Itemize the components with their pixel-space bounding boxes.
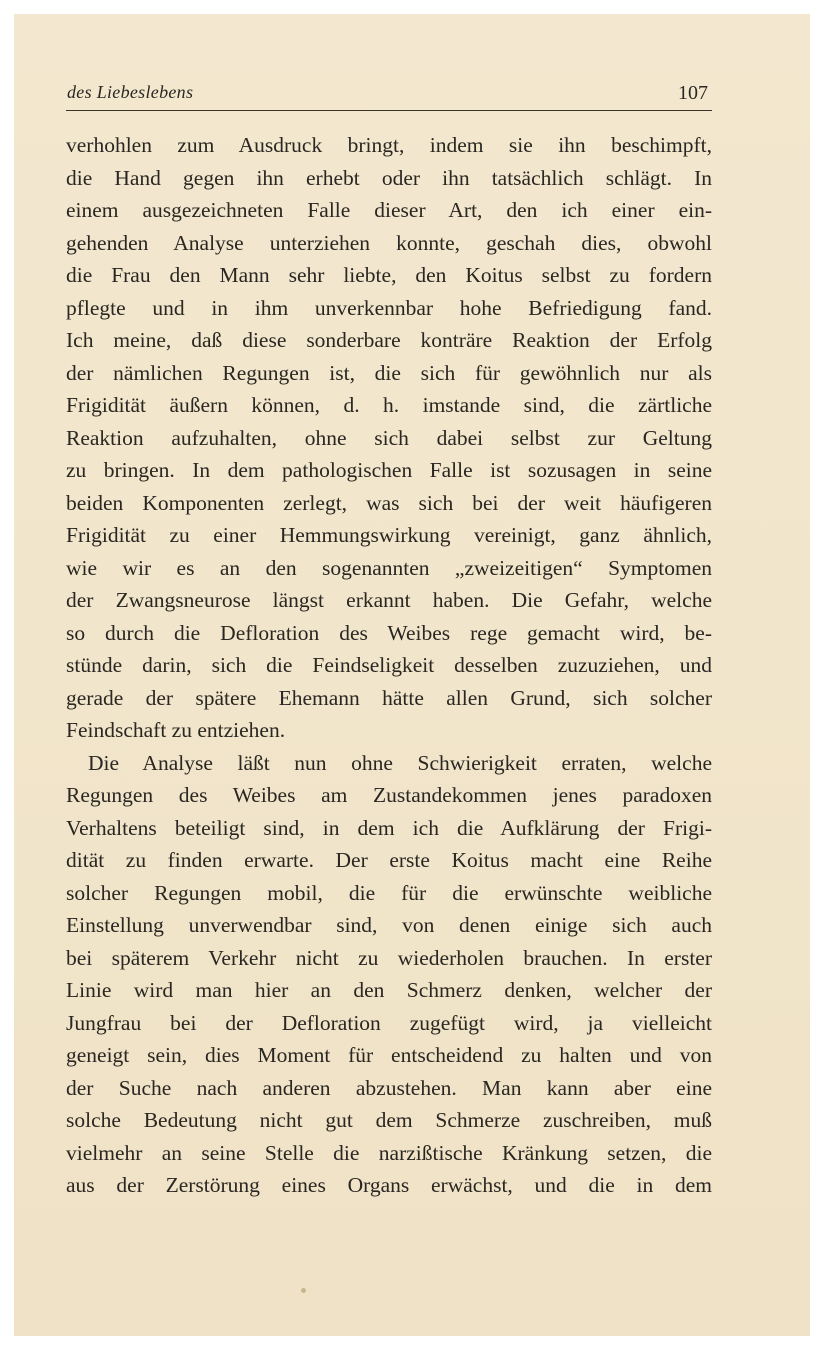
page-body	[66, 129, 712, 1202]
text-line: zu bringen. In dem pathologischen Falle ist sozusagen in seine	[66, 458, 712, 482]
text-line: vielmehr an seine Stelle die narzißtische Kränkung setzen, die	[66, 1140, 712, 1165]
text-line: die Frau den Mann sehr liebte, den Koitus selbst zu fordern	[66, 263, 712, 287]
text-line: pflegte und in ihm unverkennbar hohe Befriedigung fand.	[66, 295, 712, 320]
text-line: geneigt sein, dies Moment für entscheidend zu halten und von	[66, 1043, 712, 1067]
text-line: so durch die Defloration des Weibes rege gemacht wird, be-	[66, 620, 712, 645]
text-line: Linie wird man hier an den Schmerz denken, welcher der	[66, 978, 712, 1002]
page-number: 107	[678, 82, 708, 104]
text-line: stünde darin, sich die Feindseligkeit desselben zuzuziehen, und	[66, 653, 712, 677]
book-page	[14, 14, 810, 1336]
text-line: Verhaltens beteiligt sind, in dem ich die Aufklärung der Frigi-	[66, 815, 712, 840]
text-line: Regungen des Weibes am Zustandekommen jenes paradoxen	[66, 783, 712, 807]
text-line: Jungfrau bei der Defloration zugefügt wird, ja vielleicht	[66, 1010, 712, 1035]
text-line: beiden Komponenten zerlegt, was sich bei der weit häufigeren	[66, 490, 712, 515]
paragraph-start-line: Die Analyse läßt nun ohne Schwierigkeit erraten, welche	[88, 750, 712, 775]
text-line: Frigidität äußern können, d. h. imstande sind, die zärtliche	[66, 393, 712, 417]
text-line: dität zu finden erwarte. Der erste Koitus macht eine Reihe	[66, 848, 712, 872]
text-line: bei späterem Verkehr nicht zu wiederholen brauchen. In erster	[66, 945, 712, 970]
text-line: Reaktion aufzuhalten, ohne sich dabei selbst zur Geltung	[66, 425, 712, 450]
text-line: der Zwangsneurose längst erkannt haben. Die Gefahr, welche	[66, 588, 712, 612]
text-line: der nämlichen Regungen ist, die sich für gewöhnlich nur als	[66, 360, 712, 385]
running-header	[66, 76, 712, 111]
text-line: gerade der spätere Ehemann hätte allen Grund, sich solcher	[66, 685, 712, 710]
running-title: des Liebeslebens	[67, 82, 194, 102]
text-line: der Suche nach anderen abzustehen. Man kann aber eine	[66, 1075, 712, 1100]
text-line: Einstellung unverwendbar sind, von denen einige sich auch	[66, 913, 712, 937]
paper-spot	[301, 1288, 306, 1293]
text-line: solcher Regungen mobil, die für die erwünschte weibliche	[66, 880, 712, 905]
text-line: gehenden Analyse unterziehen konnte, geschah dies, obwohl	[66, 230, 712, 255]
text-line: die Hand gegen ihn erhebt oder ihn tatsächlich schlägt. In	[66, 165, 712, 190]
text-line: Ich meine, daß diese sonderbare konträre Reaktion der Erfolg	[66, 328, 712, 352]
text-line: Frigidität zu einer Hemmungswirkung vereinigt, ganz ähnlich,	[66, 523, 712, 547]
paragraph-end-line: Feindschaft zu entziehen.	[66, 718, 286, 742]
text-line: solche Bedeutung nicht gut dem Schmerze zuschreiben, muß	[66, 1108, 712, 1132]
text-line: wie wir es an den sogenannten „zweizeitigen“ Symptomen	[66, 555, 712, 580]
text-line: einem ausgezeichneten Falle dieser Art, den ich einer ein-	[66, 198, 712, 222]
text-line: verhohlen zum Ausdruck bringt, indem sie ihn beschimpft,	[66, 133, 712, 157]
text-line: aus der Zerstörung eines Organs erwächst, und die in dem	[66, 1173, 712, 1197]
